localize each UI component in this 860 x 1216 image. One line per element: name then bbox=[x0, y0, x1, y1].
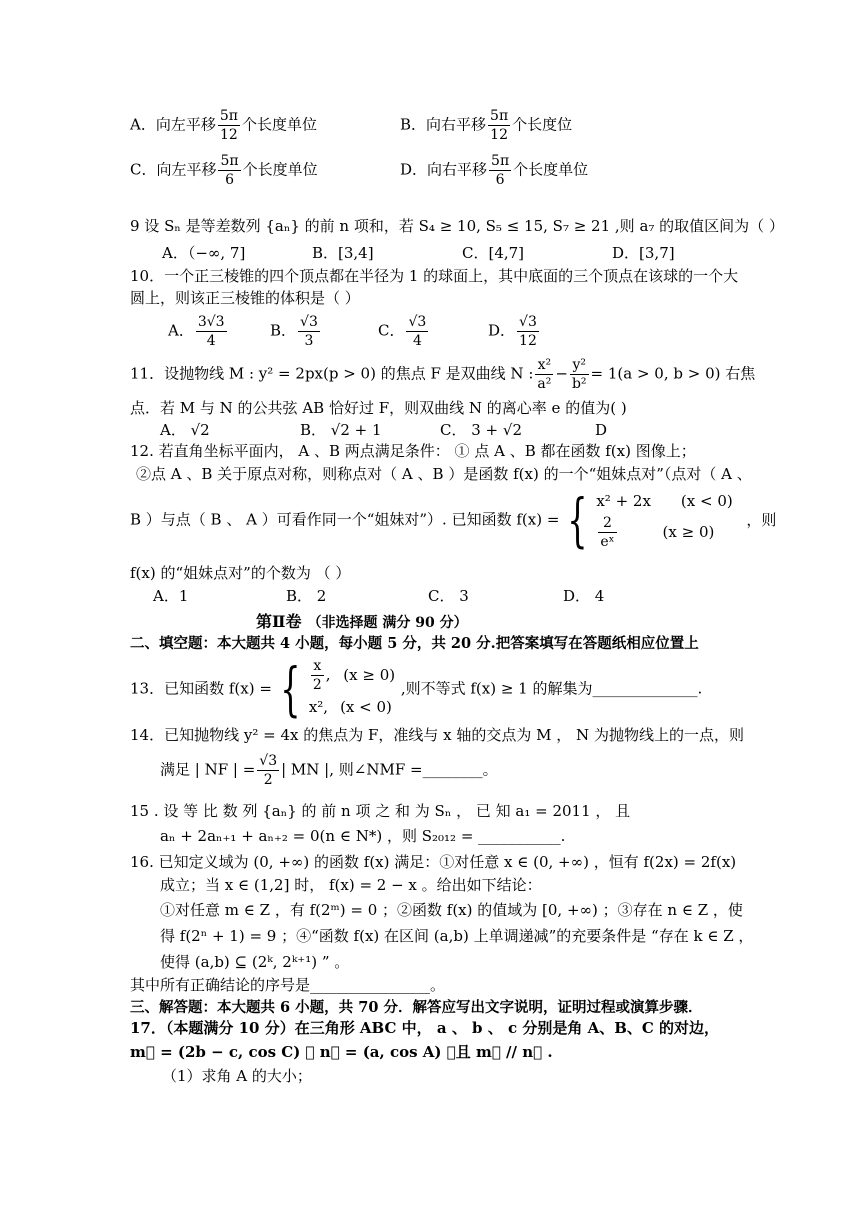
q9-option-a: A．（−∞, 7] bbox=[162, 244, 246, 262]
q11-option-d: D bbox=[595, 421, 608, 439]
q10-option-c: C． $\frac{√3}{4}$ bbox=[378, 314, 427, 349]
q11-option-a: A． √2 bbox=[160, 421, 210, 439]
q16-line5: 使得 (a,b) ⊆ (2ᵏ, 2ᵏ⁺¹) ” 。 bbox=[160, 953, 350, 971]
section3-heading: 三、解答题：本大题共 6 小题，共 70 分．解答应写出文字说明，证明过程或演算步骤． bbox=[130, 999, 703, 1016]
q9-stem: 9 设 Sₙ 是等差数列 {aₙ} 的前 n 项和，若 S₄ ≥ 10, S₅ ≤ 15, S₇ ≥ 21 ,则 a₇ 的取值区间为（ ） bbox=[130, 217, 784, 235]
q8-option-b: B．向右平移 $\frac{5\pi}{12}$ 个长度位 bbox=[400, 108, 573, 143]
q16-line1: 16. 已知定义域为 (0, +∞) 的函数 f(x) 满足：①对任意 x ∈ (0, +∞) ，恒有 f(2x) = 2f(x) bbox=[130, 853, 737, 871]
section2-heading: 二、填空题：本大题共 4 小题，每小题 5 分，共 20 分.把答案填写在答题纸相应位置上 bbox=[130, 635, 699, 652]
q12-brace: { bbox=[567, 485, 589, 554]
q9-option-d: D．[3,7] bbox=[612, 244, 675, 262]
q8-option-a: A．向左平移 $\frac{5\pi}{12}$ 个长度单位 bbox=[130, 108, 317, 143]
q10-option-d: D． $\frac{√3}{12}$ bbox=[488, 314, 537, 349]
q9-option-c: C．[4,7] bbox=[462, 244, 525, 262]
q17-line1: 17．（本题满分 10 分）在三角形 ABC 中， a 、 b 、 c 分别是角 A、B、C 的对边， bbox=[130, 1019, 720, 1037]
q13-brace: { bbox=[280, 654, 301, 723]
q12-option-d: D． 4 bbox=[563, 587, 605, 605]
q14-line2: 满足 | NF | = $\frac{√3}{2}$ | MN |, 则∠NMF =________。 bbox=[160, 753, 498, 788]
q12-option-b: B． 2 bbox=[286, 587, 327, 605]
q17-line3: （1）求角 A 的大小； bbox=[162, 1067, 312, 1085]
q13-piecewise: $\frac{x}{2}$ , (x ≥ 0) x², (x < 0) bbox=[308, 658, 396, 716]
q11-stem-line2: 点．若 M 与 N 的公共弦 AB 恰好过 F，则双曲线 N 的离心率 e 的值为( ) bbox=[130, 399, 627, 417]
q10-option-a: A． $\frac{3√3}{4}$ bbox=[168, 314, 225, 349]
q8-a-text: A．向左平移 bbox=[130, 115, 216, 134]
q10-option-b: B． $\frac{√3}{3}$ bbox=[270, 314, 318, 349]
part2-heading: 第Ⅱ卷 （非选择题 满分 90 分） bbox=[256, 612, 468, 631]
q10-stem-line1: 10．一个正三棱锥的四个顶点都在半径为 1 的球面上，其中底面的三个顶点在该球的一个大 bbox=[130, 267, 739, 285]
q8-c-fraction: $\frac{5\pi}{6}$ bbox=[220, 153, 239, 188]
q11-option-c: C． 3 + √2 bbox=[440, 421, 522, 439]
q13: 13．已知函数 f(x) = { $\frac{x}{2}$ , (x ≥ 0) x², (x < 0) ,则不等式 f(x) ≥ 1 的解集为______________. bbox=[130, 654, 703, 723]
q12-option-c: C． 3 bbox=[428, 587, 469, 605]
q15-line2: aₙ + 2aₙ₊₁ + aₙ₊₂ = 0(n ∈ N*) ，则 S₂₀₁₂ = ___________. bbox=[160, 827, 566, 845]
q12-line1: 12. 若直角坐标平面内， A 、B 两点满足条件： ① 点 A 、B 都在函数 f(x) 图像上； bbox=[130, 442, 696, 460]
q16-line6: 其中所有正确结论的序号是________________。 bbox=[130, 976, 446, 994]
q8-a-fraction: $\frac{5\pi}{12}$ bbox=[219, 108, 238, 143]
q11-option-b: B． √2 + 1 bbox=[300, 421, 382, 439]
q8-option-d: D．向右平移 $\frac{5\pi}{6}$ 个长度单位 bbox=[400, 153, 589, 188]
q15-line1: 15 . 设 等 比 数 列 {aₙ} 的 前 n 项 之 和 为 Sₙ ， 已 知 a₁ = 2011 ， 且 bbox=[130, 802, 631, 820]
q8-d-fraction: $\frac{5\pi}{6}$ bbox=[491, 153, 510, 188]
q16-line3: ①对任意 m ∈ Z ，有 f(2ᵐ) = 0 ；②函数 f(x) 的值域为 [0, +∞) ；③存在 n ∈ Z ，使 bbox=[160, 901, 743, 919]
q17-line2: m⃗ = (2b − c, cos C) ， n⃗ = (a, cos A) ，且 m⃗ // n⃗ . bbox=[130, 1043, 553, 1061]
q12-piecewise: x² + 2x (x < 0) $\frac{2}{\text{eˣ}}$ (x ≥ 0) bbox=[596, 492, 733, 550]
q14-line1: 14．已知抛物线 y² = 4x 的焦点为 F，准线与 x 轴的交点为 M ， N 为抛物线上的一点，则 bbox=[130, 726, 744, 744]
q12-line2: ②点 A 、B 关于原点对称，则称点对（ A 、B ）是函数 f(x) 的一个“姐妹点对”（点对（ A 、 bbox=[136, 465, 752, 483]
q10-stem-line2: 圆上，则该正三棱锥的体积是（ ） bbox=[130, 289, 360, 307]
q12-option-a: A．1 bbox=[153, 587, 189, 605]
q8-b-fraction: $\frac{5\pi}{12}$ bbox=[490, 108, 509, 143]
q11-stem-line1: 11．设抛物线 M : y² = 2px(p > 0) 的焦点 F 是双曲线 N : $\frac{\text{x²}}{\text{a²}}$ − $\frac{\text{y²}}{\text{b²}}$ = 1(a > 0, b > 0) 右焦 bbox=[130, 357, 756, 392]
q16-line4: 得 f(2ⁿ + 1) = 9 ；④“函数 f(x) 在区间 (a,b) 上单调递减”的充要条件是 “存在 k ∈ Z ， bbox=[160, 927, 754, 945]
q12-line3: B ）与点（ B 、 A ）可看作同一个“姐妹对”）. 已知函数 f(x) = { x² + 2x (x < 0) $\frac{2}{\text{eˣ}}$ (x ≥ 0) ，则 bbox=[130, 485, 777, 554]
q12-line4: f(x) 的“姐妹点对”的个数为 （ ） bbox=[130, 564, 351, 582]
q9-option-b: B．[3,4] bbox=[312, 244, 374, 262]
q8-option-c: C．向左平移 $\frac{5\pi}{6}$ 个长度单位 bbox=[130, 153, 318, 188]
q16-line2: 成立；当 x ∈ (1,2] 时， f(x) = 2 − x 。给出如下结论： bbox=[160, 876, 542, 894]
